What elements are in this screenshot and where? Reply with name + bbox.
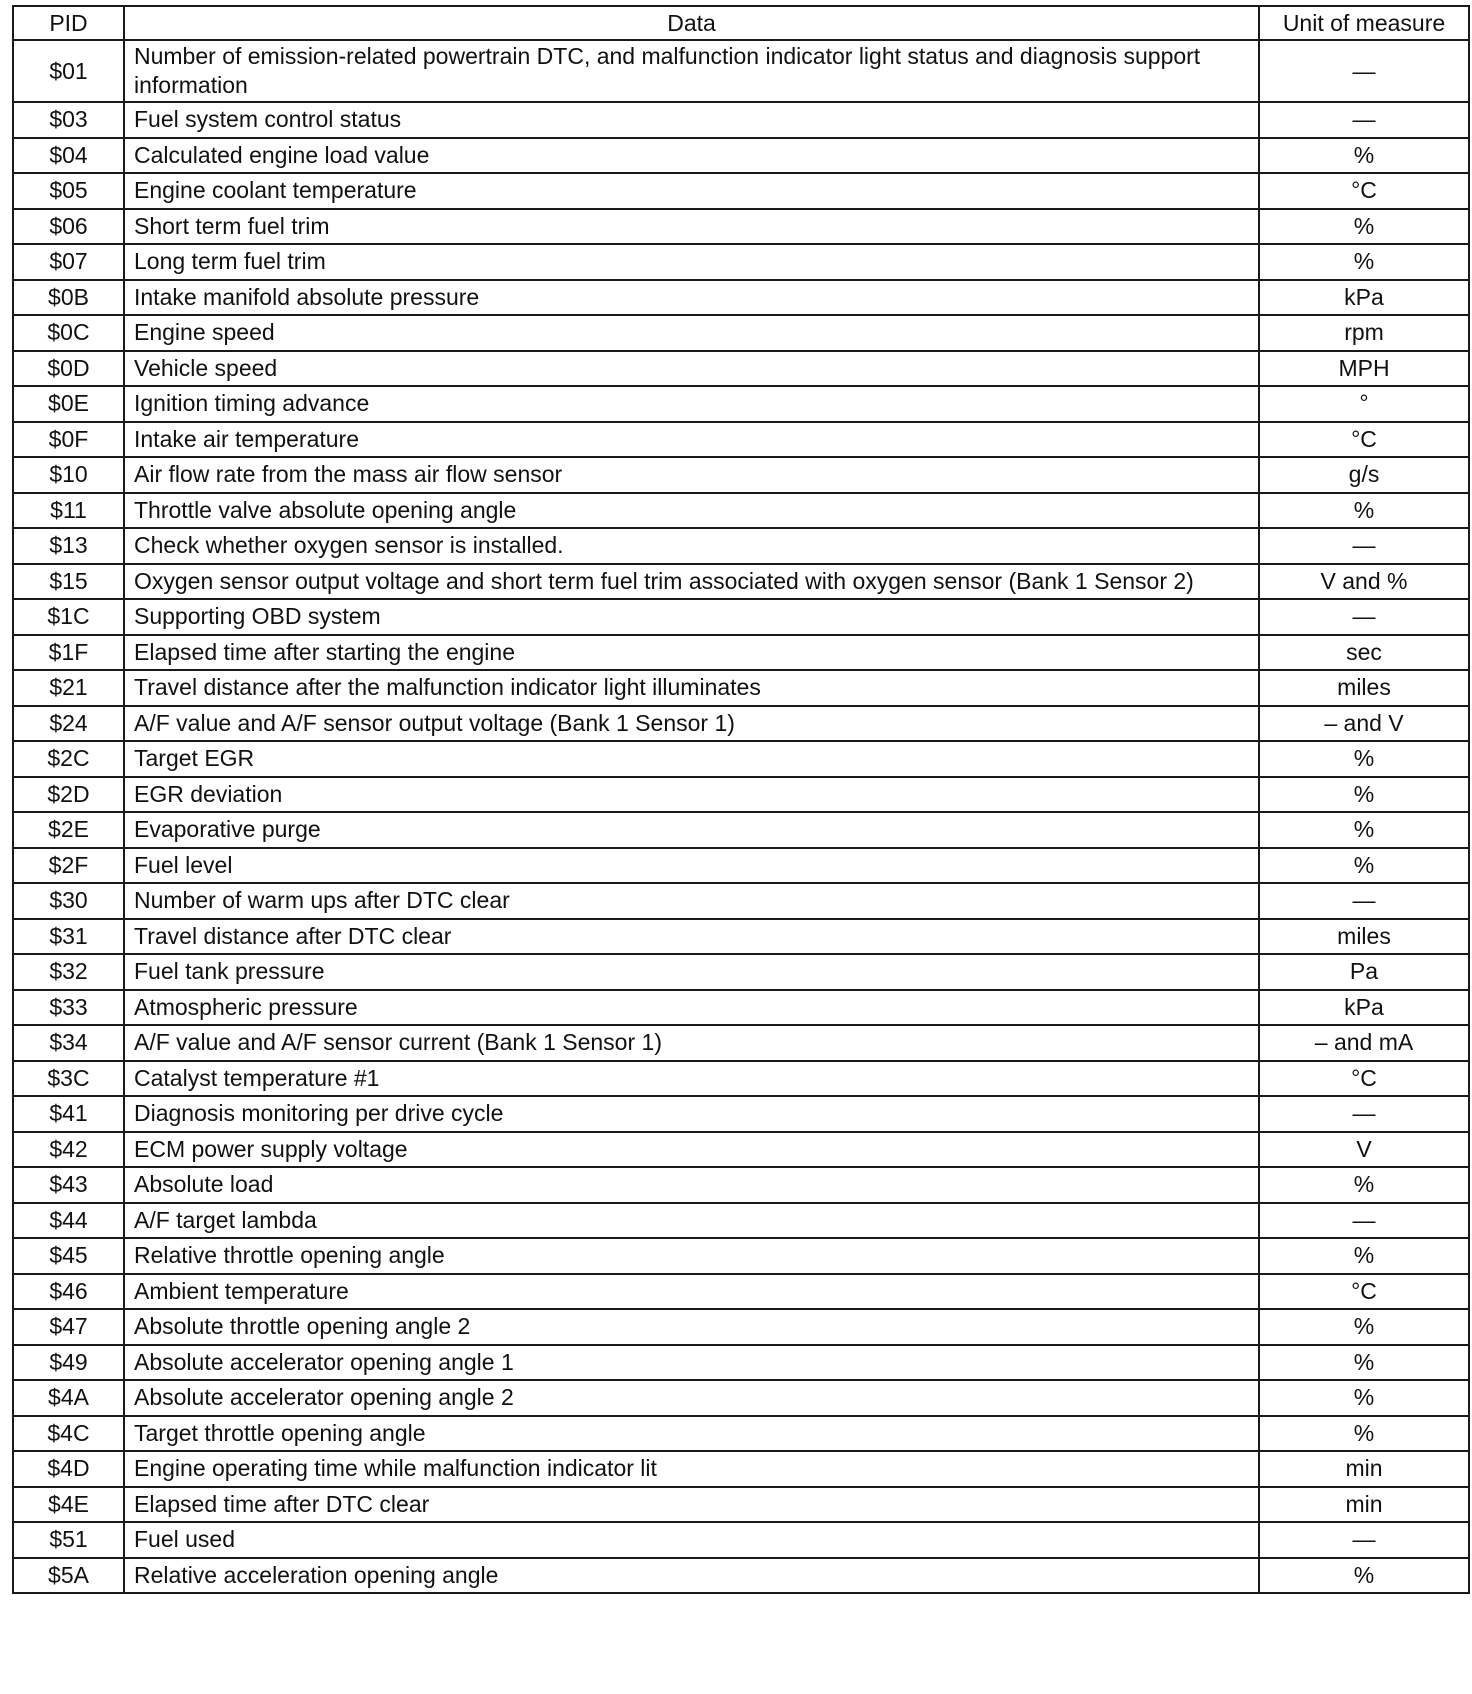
unit-cell: % bbox=[1259, 1345, 1469, 1381]
pid-table bbox=[12, 5, 1470, 1594]
pid-cell: $4C bbox=[13, 1416, 124, 1452]
pid-cell: $49 bbox=[13, 1345, 124, 1381]
table-row bbox=[13, 1345, 1469, 1381]
unit-cell: — bbox=[1259, 599, 1469, 635]
table-body bbox=[13, 40, 1469, 1593]
pid-cell: $2E bbox=[13, 812, 124, 848]
unit-cell: — bbox=[1259, 528, 1469, 564]
table-row bbox=[13, 102, 1469, 138]
data-cell: Engine coolant temperature bbox=[124, 173, 1259, 209]
unit-cell: rpm bbox=[1259, 315, 1469, 351]
data-cell: Fuel used bbox=[124, 1522, 1259, 1558]
unit-cell: °C bbox=[1259, 173, 1469, 209]
pid-cell: $31 bbox=[13, 919, 124, 955]
unit-cell: % bbox=[1259, 1416, 1469, 1452]
data-cell: Fuel system control status bbox=[124, 102, 1259, 138]
data-cell: Ignition timing advance bbox=[124, 386, 1259, 422]
table-row bbox=[13, 1132, 1469, 1168]
data-cell: Elapsed time after DTC clear bbox=[124, 1487, 1259, 1523]
data-cell: Travel distance after the malfunction indicator light illuminates bbox=[124, 670, 1259, 706]
table-row bbox=[13, 670, 1469, 706]
data-cell: Absolute accelerator opening angle 2 bbox=[124, 1380, 1259, 1416]
table-row bbox=[13, 315, 1469, 351]
table-row bbox=[13, 1451, 1469, 1487]
table-row bbox=[13, 173, 1469, 209]
unit-cell: °C bbox=[1259, 1061, 1469, 1097]
pid-cell: $03 bbox=[13, 102, 124, 138]
pid-cell: $46 bbox=[13, 1274, 124, 1310]
data-cell: A/F value and A/F sensor current (Bank 1 Sensor 1) bbox=[124, 1025, 1259, 1061]
data-cell: Diagnosis monitoring per drive cycle bbox=[124, 1096, 1259, 1132]
table-row bbox=[13, 883, 1469, 919]
unit-cell: °C bbox=[1259, 422, 1469, 458]
data-cell: Target throttle opening angle bbox=[124, 1416, 1259, 1452]
table-row bbox=[13, 209, 1469, 245]
unit-cell: % bbox=[1259, 1380, 1469, 1416]
data-cell: Atmospheric pressure bbox=[124, 990, 1259, 1026]
unit-cell: % bbox=[1259, 1309, 1469, 1345]
pid-cell: $01 bbox=[13, 40, 124, 102]
pid-cell: $5A bbox=[13, 1558, 124, 1594]
pid-cell: $13 bbox=[13, 528, 124, 564]
pid-cell: $3C bbox=[13, 1061, 124, 1097]
table-row bbox=[13, 635, 1469, 671]
header-data: Data bbox=[124, 6, 1259, 40]
table-row bbox=[13, 138, 1469, 174]
pid-cell: $4D bbox=[13, 1451, 124, 1487]
table-row bbox=[13, 564, 1469, 600]
unit-cell: — bbox=[1259, 102, 1469, 138]
data-cell: Calculated engine load value bbox=[124, 138, 1259, 174]
pid-cell: $07 bbox=[13, 244, 124, 280]
unit-cell: kPa bbox=[1259, 280, 1469, 316]
pid-cell: $42 bbox=[13, 1132, 124, 1168]
table-row bbox=[13, 280, 1469, 316]
table-row bbox=[13, 848, 1469, 884]
pid-cell: $30 bbox=[13, 883, 124, 919]
table-row bbox=[13, 1416, 1469, 1452]
data-cell: Short term fuel trim bbox=[124, 209, 1259, 245]
table-row bbox=[13, 1309, 1469, 1345]
unit-cell: — bbox=[1259, 1096, 1469, 1132]
data-cell: Relative acceleration opening angle bbox=[124, 1558, 1259, 1594]
pid-cell: $4E bbox=[13, 1487, 124, 1523]
table-row bbox=[13, 741, 1469, 777]
unit-cell: % bbox=[1259, 1558, 1469, 1594]
table-row bbox=[13, 1025, 1469, 1061]
data-cell: Target EGR bbox=[124, 741, 1259, 777]
unit-cell: miles bbox=[1259, 670, 1469, 706]
table-header bbox=[13, 6, 1469, 40]
pid-cell: $2D bbox=[13, 777, 124, 813]
data-cell: Long term fuel trim bbox=[124, 244, 1259, 280]
data-cell: Check whether oxygen sensor is installed. bbox=[124, 528, 1259, 564]
pid-cell: $10 bbox=[13, 457, 124, 493]
unit-cell: % bbox=[1259, 138, 1469, 174]
table-row bbox=[13, 1238, 1469, 1274]
unit-cell: V bbox=[1259, 1132, 1469, 1168]
table-row bbox=[13, 777, 1469, 813]
header-row bbox=[13, 6, 1469, 40]
unit-cell: min bbox=[1259, 1451, 1469, 1487]
unit-cell: °C bbox=[1259, 1274, 1469, 1310]
data-cell: Relative throttle opening angle bbox=[124, 1238, 1259, 1274]
table-row bbox=[13, 1487, 1469, 1523]
data-cell: A/F target lambda bbox=[124, 1203, 1259, 1239]
data-cell: Supporting OBD system bbox=[124, 599, 1259, 635]
unit-cell: Pa bbox=[1259, 954, 1469, 990]
pid-cell: $0D bbox=[13, 351, 124, 387]
data-cell: Intake manifold absolute pressure bbox=[124, 280, 1259, 316]
pid-cell: $32 bbox=[13, 954, 124, 990]
data-cell: Elapsed time after starting the engine bbox=[124, 635, 1259, 671]
unit-cell: % bbox=[1259, 209, 1469, 245]
unit-cell: % bbox=[1259, 777, 1469, 813]
pid-cell: $0F bbox=[13, 422, 124, 458]
pid-cell: $44 bbox=[13, 1203, 124, 1239]
table-row bbox=[13, 812, 1469, 848]
unit-cell: % bbox=[1259, 741, 1469, 777]
data-cell: ECM power supply voltage bbox=[124, 1132, 1259, 1168]
unit-cell: g/s bbox=[1259, 457, 1469, 493]
unit-cell: miles bbox=[1259, 919, 1469, 955]
data-cell: Fuel level bbox=[124, 848, 1259, 884]
header-unit: Unit of measure bbox=[1259, 6, 1469, 40]
unit-cell: sec bbox=[1259, 635, 1469, 671]
unit-cell: % bbox=[1259, 493, 1469, 529]
pid-cell: $4A bbox=[13, 1380, 124, 1416]
data-cell: Fuel tank pressure bbox=[124, 954, 1259, 990]
pid-cell: $41 bbox=[13, 1096, 124, 1132]
table-row bbox=[13, 1274, 1469, 1310]
pid-cell: $21 bbox=[13, 670, 124, 706]
pid-cell: $11 bbox=[13, 493, 124, 529]
pid-cell: $05 bbox=[13, 173, 124, 209]
pid-cell: $1F bbox=[13, 635, 124, 671]
header-pid: PID bbox=[13, 6, 124, 40]
table-row bbox=[13, 954, 1469, 990]
unit-cell: — bbox=[1259, 1522, 1469, 1558]
pid-cell: $2F bbox=[13, 848, 124, 884]
data-cell: Throttle valve absolute opening angle bbox=[124, 493, 1259, 529]
data-cell: Catalyst temperature #1 bbox=[124, 1061, 1259, 1097]
unit-cell: kPa bbox=[1259, 990, 1469, 1026]
data-cell: Absolute accelerator opening angle 1 bbox=[124, 1345, 1259, 1381]
table-row bbox=[13, 1203, 1469, 1239]
pid-cell: $15 bbox=[13, 564, 124, 600]
pid-cell: $0B bbox=[13, 280, 124, 316]
pid-cell: $2C bbox=[13, 741, 124, 777]
table-row bbox=[13, 493, 1469, 529]
pid-cell: $33 bbox=[13, 990, 124, 1026]
table-row bbox=[13, 599, 1469, 635]
table-row bbox=[13, 1380, 1469, 1416]
unit-cell: – and V bbox=[1259, 706, 1469, 742]
unit-cell: — bbox=[1259, 40, 1469, 102]
data-cell: Vehicle speed bbox=[124, 351, 1259, 387]
pid-cell: $0C bbox=[13, 315, 124, 351]
data-cell: Intake air temperature bbox=[124, 422, 1259, 458]
pid-cell: $1C bbox=[13, 599, 124, 635]
pid-cell: $45 bbox=[13, 1238, 124, 1274]
data-cell: Travel distance after DTC clear bbox=[124, 919, 1259, 955]
table-row bbox=[13, 40, 1469, 102]
unit-cell: ° bbox=[1259, 386, 1469, 422]
unit-cell: % bbox=[1259, 1167, 1469, 1203]
unit-cell: — bbox=[1259, 883, 1469, 919]
pid-cell: $0E bbox=[13, 386, 124, 422]
table-row bbox=[13, 528, 1469, 564]
data-cell: A/F value and A/F sensor output voltage (Bank 1 Sensor 1) bbox=[124, 706, 1259, 742]
table-row bbox=[13, 706, 1469, 742]
table-row bbox=[13, 422, 1469, 458]
unit-cell: MPH bbox=[1259, 351, 1469, 387]
pid-cell: $47 bbox=[13, 1309, 124, 1345]
unit-cell: min bbox=[1259, 1487, 1469, 1523]
pid-cell: $43 bbox=[13, 1167, 124, 1203]
table-row bbox=[13, 1096, 1469, 1132]
data-cell: Number of warm ups after DTC clear bbox=[124, 883, 1259, 919]
table-row bbox=[13, 1522, 1469, 1558]
data-cell: Ambient temperature bbox=[124, 1274, 1259, 1310]
unit-cell: % bbox=[1259, 812, 1469, 848]
pid-cell: $24 bbox=[13, 706, 124, 742]
unit-cell: % bbox=[1259, 848, 1469, 884]
data-cell: Absolute load bbox=[124, 1167, 1259, 1203]
data-cell: Oxygen sensor output voltage and short term fuel trim associated with oxygen sensor (Bank 1 Sensor 2) bbox=[124, 564, 1259, 600]
data-cell: Number of emission-related powertrain DTC, and malfunction indicator light status and diagnosis support information bbox=[124, 40, 1259, 102]
unit-cell: – and mA bbox=[1259, 1025, 1469, 1061]
unit-cell: V and % bbox=[1259, 564, 1469, 600]
data-cell: Evaporative purge bbox=[124, 812, 1259, 848]
table-row bbox=[13, 457, 1469, 493]
unit-cell: % bbox=[1259, 244, 1469, 280]
data-cell: Absolute throttle opening angle 2 bbox=[124, 1309, 1259, 1345]
pid-cell: $04 bbox=[13, 138, 124, 174]
unit-cell: — bbox=[1259, 1203, 1469, 1239]
data-cell: Engine speed bbox=[124, 315, 1259, 351]
pid-cell: $51 bbox=[13, 1522, 124, 1558]
data-cell: Engine operating time while malfunction indicator lit bbox=[124, 1451, 1259, 1487]
table-row bbox=[13, 244, 1469, 280]
pid-cell: $06 bbox=[13, 209, 124, 245]
table-row bbox=[13, 919, 1469, 955]
pid-cell: $34 bbox=[13, 1025, 124, 1061]
data-cell: Air flow rate from the mass air flow sensor bbox=[124, 457, 1259, 493]
unit-cell: % bbox=[1259, 1238, 1469, 1274]
table-row bbox=[13, 990, 1469, 1026]
table-row bbox=[13, 351, 1469, 387]
table-row bbox=[13, 386, 1469, 422]
table-row bbox=[13, 1558, 1469, 1594]
table-row bbox=[13, 1061, 1469, 1097]
data-cell: EGR deviation bbox=[124, 777, 1259, 813]
table-row bbox=[13, 1167, 1469, 1203]
